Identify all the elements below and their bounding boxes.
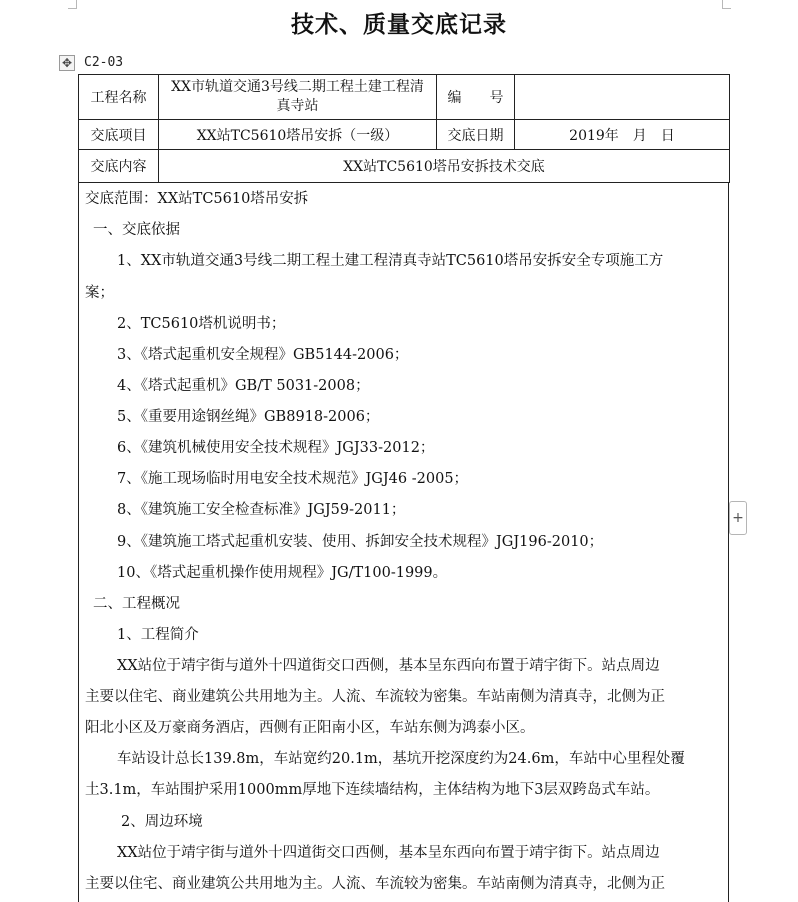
form-code: C2-03 [84,55,124,70]
header-row-project [79,75,730,120]
subheading-intro: 1、工程简介 [117,627,199,643]
table-move-handle-icon[interactable]: ✥ [59,55,75,71]
body-line: 6、《建筑机械使用安全技术规程》JGJ33-2012； [117,440,435,456]
header-row-content [79,150,730,183]
body-line: 阳北小区及万豪商务酒店，西侧有正阳南小区，车站东侧为鸿泰小区。 [85,720,535,736]
section-heading-basis: 一、交底依据 [93,222,180,238]
section-heading-overview: 二、工程概况 [93,596,180,612]
body-line: 土3.1m，车站围护采用1000mm厚地下连续墙结构，主体结构为地下3层双跨岛式车站。 [85,782,660,798]
handover-date-label: 交底日期 [437,120,515,150]
document-title: 技术、质量交底记录 [291,11,507,38]
header-row-item [79,120,730,150]
body-line: 3、《塔式起重机安全规程》GB5144-2006； [117,347,409,363]
body-line: 1、XX市轨道交通3号线二期工程土建工程清真寺站TC5610塔吊安拆安全专项施工方 [117,253,664,269]
handover-date-value[interactable]: 2019年 月 日 [515,120,730,150]
body-line: 9、《建筑施工塔式起重机安装、使用、拆卸安全技术规程》JGJ196-2010； [117,534,604,550]
handover-content-value[interactable]: XX站TC5610塔吊安拆技术交底 [159,150,730,183]
subheading-surroundings: 2、周边环境 [121,814,203,830]
body-line: 主要以住宅、商业建筑公共用地为主。人流、车流较为密集。车站南侧为清真寺，北侧为正 [85,689,665,705]
body-line: 车站设计总长139.8m，车站宽约20.1m，基坑开挖深度约为24.6m，车站中心里程处覆 [117,751,685,767]
handover-content-label: 交底内容 [79,150,159,183]
body-line: 4、《塔式起重机》GB/T 5031-2008； [117,378,370,394]
body-line: 案； [85,285,114,301]
project-name-label: 工程名称 [79,75,159,120]
body-line: 2、TC5610塔机说明书； [117,316,286,332]
number-label: 编 号 [437,75,515,120]
body-line: XX站位于靖宇街与道外十四道街交口西侧，基本呈东西向布置于靖宇街下。站点周边 [117,845,660,861]
number-value[interactable] [515,75,730,120]
scope-line: 交底范围：XX站TC5610塔吊安拆 [85,191,309,207]
body-line: 5、《重要用途钢丝绳》GB8918-2006； [117,409,380,425]
handover-item-value[interactable]: XX站TC5610塔吊安拆（一级） [159,120,437,150]
handover-item-label: 交底项目 [79,120,159,150]
body-line: XX站位于靖宇街与道外十四道街交口西侧，基本呈东西向布置于靖宇街下。站点周边 [117,658,660,674]
header-table [78,74,730,183]
body-line: 10、《塔式起重机操作使用规程》JG/T100-1999。 [117,565,448,581]
add-row-icon[interactable]: + [729,501,747,535]
body-line: 8、《建筑施工安全检查标准》JGJ59-2011； [117,502,406,518]
body-line: 主要以住宅、商业建筑公共用地为主。人流、车流较为密集。车站南侧为清真寺，北侧为正 [85,876,665,892]
body-line: 7、《施工现场临时用电安全技术规范》JGJ46 -2005； [117,471,469,487]
project-name-value[interactable]: XX市轨道交通3号线二期工程土建工程清真寺站 [159,75,437,120]
